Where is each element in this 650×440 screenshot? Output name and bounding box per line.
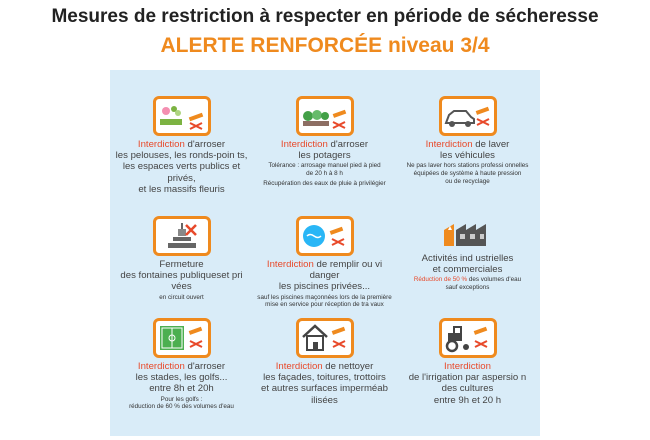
measure-fountains: Fermeture des fontaines publiqueset pri vées en circuit ouvert [110,216,253,301]
measures-panel [110,70,540,436]
car-wash-icon [439,96,497,136]
measure-facades: Interdiction de nettoyer les façades, toitures, trottoirs et autres surfaces imperméab ilisées [253,318,396,406]
measure-irrigation: Interdiction de l'irrigation par aspersio n des cultures entre 9h et 20 h [396,318,539,406]
measure-vehicles: Interdiction de laver les véhicules Ne pas laver hors stations professi onnelles équipées de système à haute pression ou de recyclage [396,96,539,185]
measure-stadiums: Interdiction d'arroser les stades, les golfs... entre 8h et 20h Pour les golfs : réduction de 60 % des volumes d'eau [110,318,253,411]
fountain-icon [153,216,211,256]
pool-icon [296,216,354,256]
alert-level: ALERTE RENFORCÉE niveau 3/4 [160,34,490,57]
factory-icon [442,216,494,250]
flowers-sprinkler-icon [153,96,211,136]
vegetables-sprinkler-icon [296,96,354,136]
tractor-irrigation-icon [439,318,497,358]
measure-vegetable-gardens: Interdiction d'arroser les potagers Tolérance : arrosage manuel pied à pied de 20 h à 8 h Récupération des eaux de pluie à privilégier [253,96,396,187]
measure-pools: Interdiction de remplir ou vi danger les piscines privées... sauf les piscines maçonnées lors de la première mise en service pour réception de tra vaux [253,216,396,309]
measure-industry: Activités ind ustrielles et commerciales Réduction de 50 % des volumes d'eau sauf exceptions [396,216,539,292]
stadium-icon [153,318,211,358]
house-cleaning-icon [296,318,354,358]
measure-lawns: Interdiction d'arroser les pelouses, les ronds-poin ts, les espaces verts publics et privés, et les massifs fleuris [110,96,253,195]
page-title: Mesures de restriction à respecter en période de sécheresse [51,6,599,27]
